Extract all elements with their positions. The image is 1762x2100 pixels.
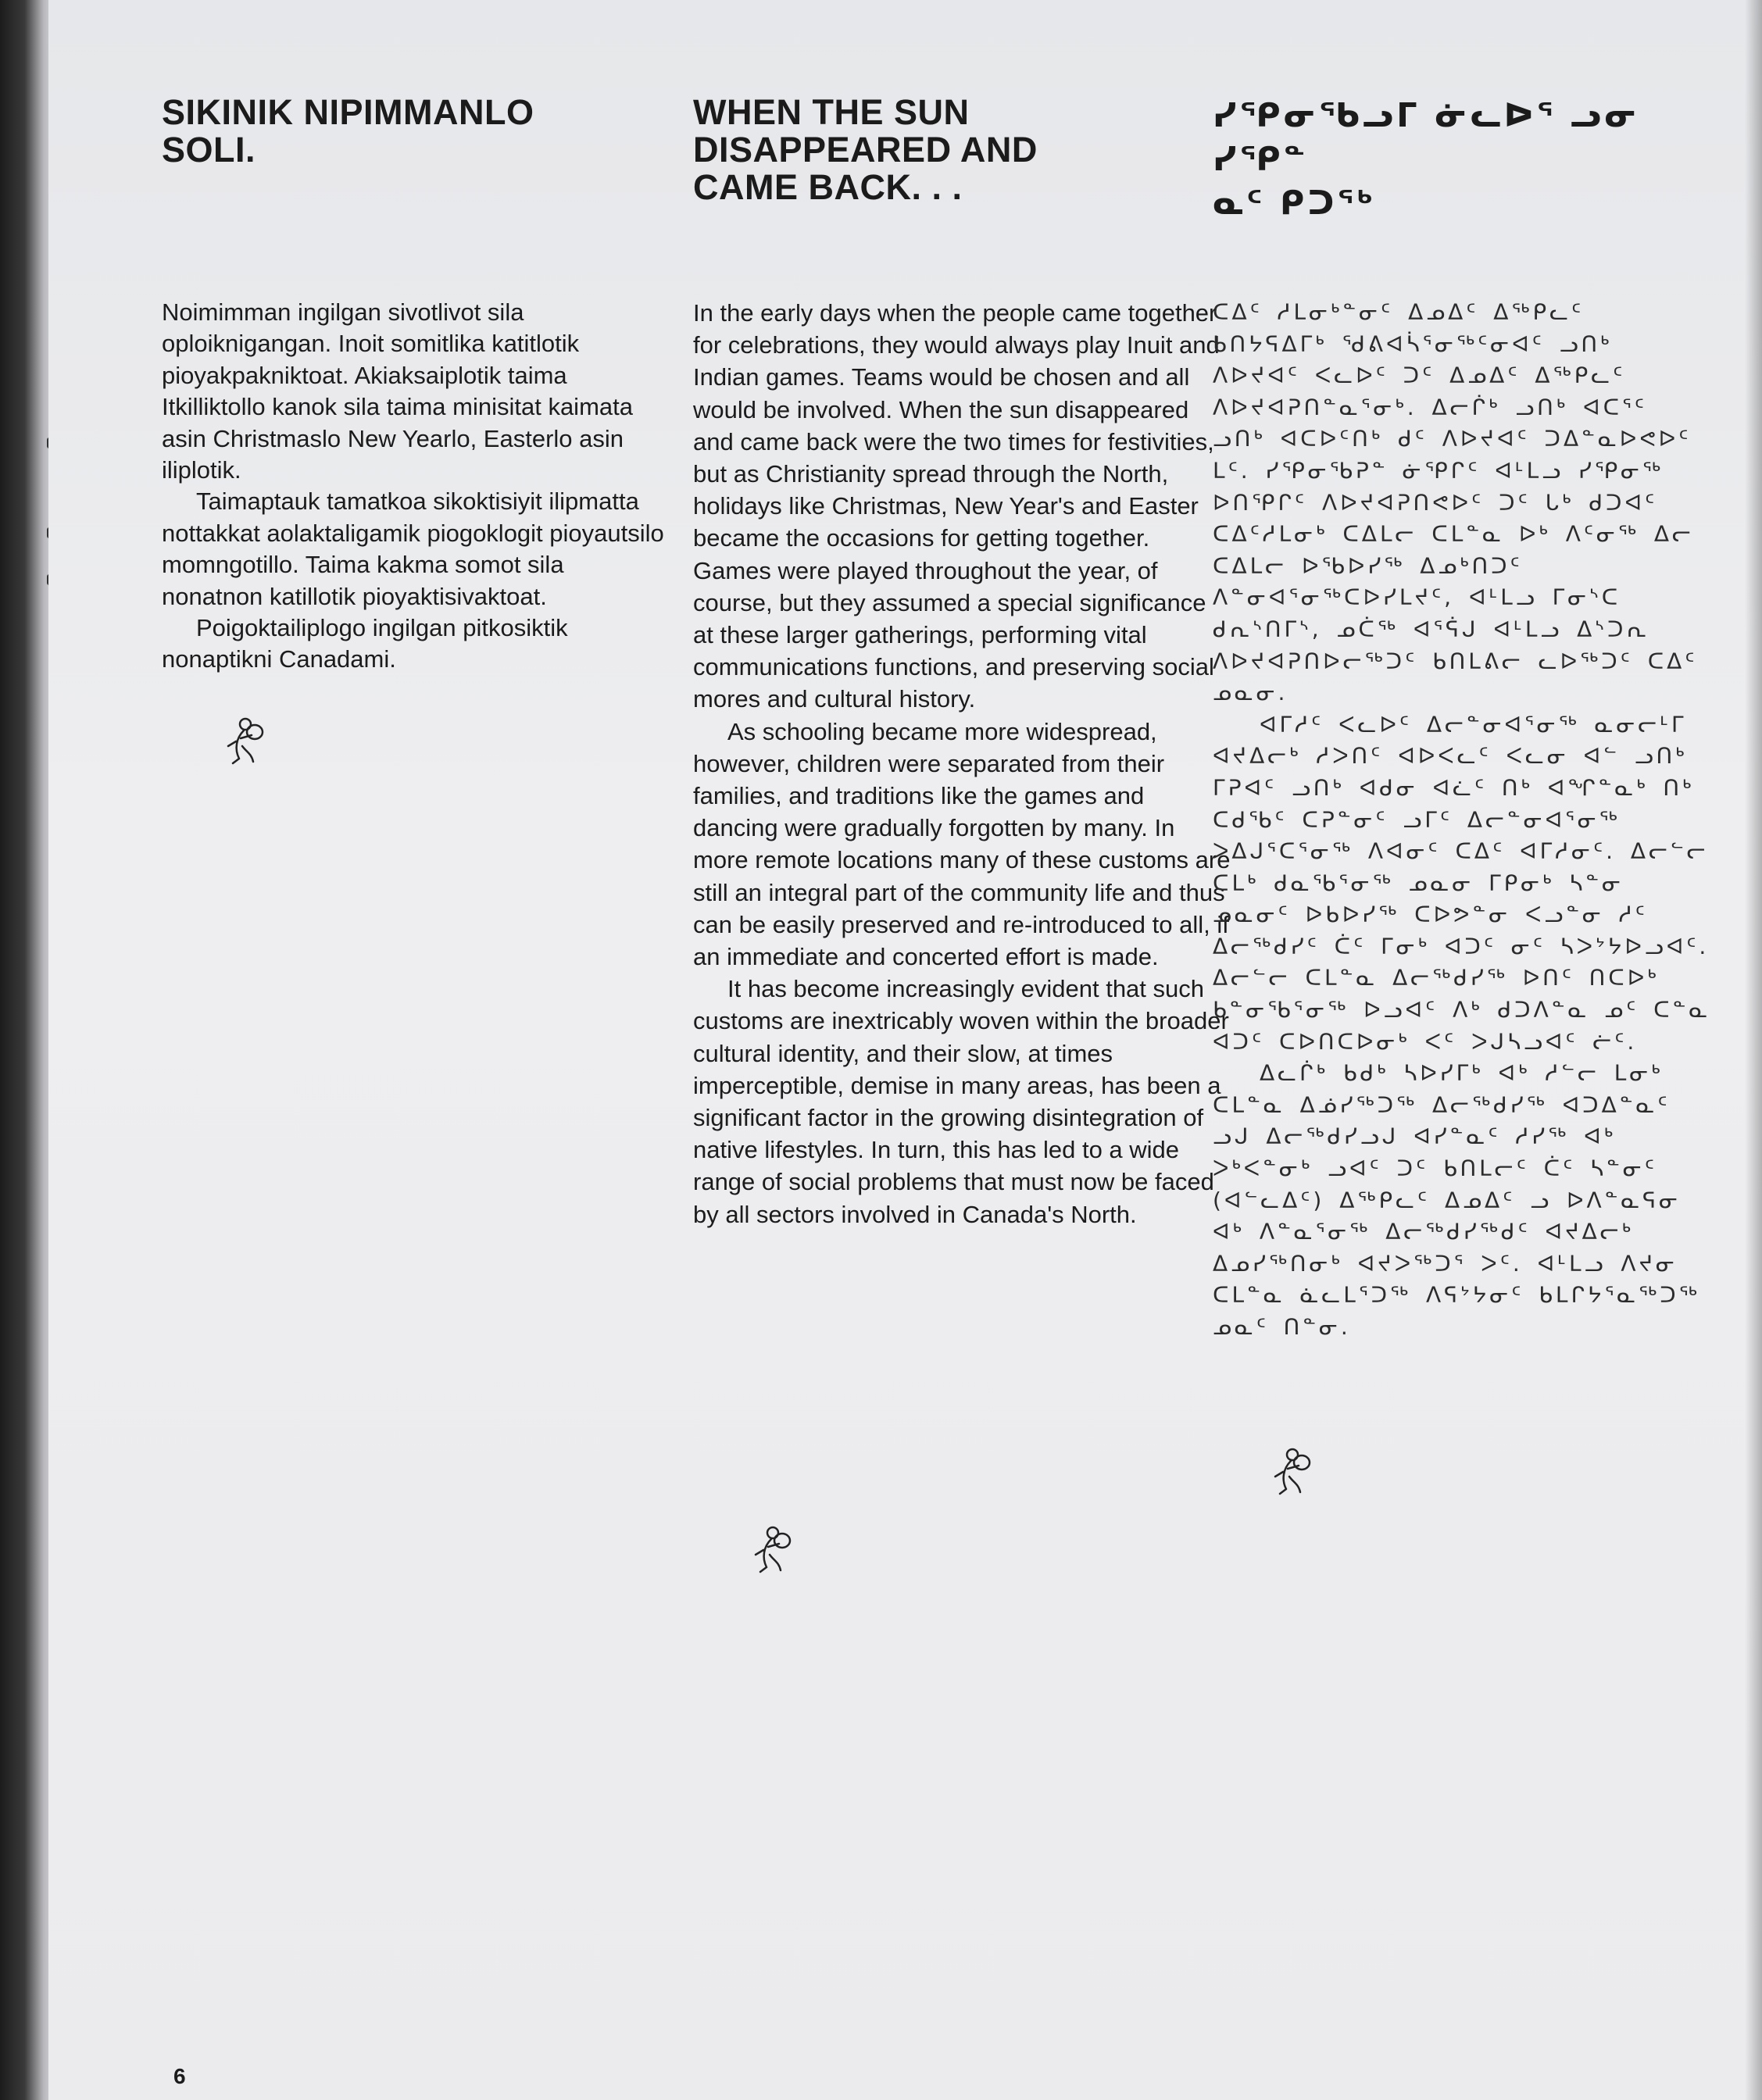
paragraph: ᑕᐃᑦ ᓱᒪᓂᒃᓐᓂᑦ ᐃᓄᐃᑦ ᐃᖅᑭᓚᑦ ᑲᑎᔭᕋᐃᒥᒃ ᖁᕕᐊᓵᕐᓂᖅᑦᓂᐊᑦ ᓗᑎᒃ ᐱᐅᔪᐊᑦ ᐸᓚᐅᑦ ᑐᑦ ᐃᓄᐃᑦ ᐃᖅᑭᓚᑦ ᐱᐅᔪᐊᕈᑎᓐᓇᕐᓂᒃ. ᐃᓕᒌᒃ ᓗᑎᒃ ᐊᑕᕐᑦ ᓗᑎᒃ ᐊᑕᐅᑦᑎᒃ ᑯᑦ ᐱᐅᔪᐊᑦ ᑐᐃᓐᓇᐅᕙᐅᑦ ᒪᑦ. ᓯᕿᓂᖃᕈᓐ ᓃᕿᒋᑦ ᐊᒻᒪᓗ ᓯᕿᓂᖅ ᐅᑎᕿᒋᑦ ᐱᐅᔪᐊᕈᑎᕙᐅᑦ ᑐᑦ ᒐᒃ ᑯᑐᐊᑦ ᑕᐃᑦᓱᒪᓂᒃ ᑕᐃᒪᓕ ᑕᒪᓐᓇ ᐅᒃ ᐱᑦᓂᖅ ᐃᓕ ᑕᐃᒪᓕ ᐅᖃᐅᓯᖅ ᐃᓄᒃᑎᑐᑦ ᐱᓐᓂᐊᕐᓂᖅᑕᐅᓯᒪᔪᑦ, ᐊᒻᒪᓗ ᒥᓂᔅᑕ ᑯᕆᔅᑎᒥᔅ, ᓄᑖᖅ ᐊᕐᕌᒍ ᐊᒻᒪᓗ ᐃᔅᑐᕆ ᐱᐅᔪᐊᕈᑎᐅᓕᖅᑐᑦ ᑲᑎᒪᕕᓕ ᓚᐅᖅᑐᑦ ᑕᐃᑦ ᓄᓇᓂ. xyxy=(1213,299,1698,706)
inuit-drum-dancer-icon xyxy=(748,1523,795,1575)
paragraph: Noimimman ingilgan sivotlivot sila oploiknigangan. Inoit somitlika katitlotik pioyakpakniktoat. Akiaksaiplotik taima Itkilliktollo kanok sila taima minisitat kaimata asin Christmaslo New Yearlo, Easterlo asin iliplotik. xyxy=(162,298,633,484)
heading-english xyxy=(693,94,1232,206)
paragraph: ᐊᒥᓱᑦ ᐸᓚᐅᑦ ᐃᓕᓐᓂᐊᕐᓂᖅ ᓇᓂᓕᒻᒥ ᐊᔪᐃᓕᒃ ᓱᐳᑎᑦ ᐊᐅᐸᓚᑦ ᐸᓚᓂ ᐊᓪ ᓗᑎᒃ ᒥᕈᐊᑦ ᓗᑎᒃ ᐊᑯᓂ ᐊᓛᑦ ᑎᒃ ᐊᖏᓐᓇᒃ ᑎᒃ ᑕᑯᖃᑦ ᑕᕈᓐᓂᑦ ᓗᒥᑦ ᐃᓕᓐᓂᐊᕐᓂᖅ ᐳᐃᒍᕐᑕᕐᓂᖅ ᐱᐊᓂᑦ ᑕᐃᑦ ᐊᒥᓱᓂᑦ. ᐃᓕᓪᓕ ᑕᒪᒃ ᑯᓇᖃᕐᓂᖅ ᓄᓇᓂ ᒥᑭᓂᒃ ᓴᓐᓂ ᓄᓇᓂᑦ ᐅᑲᐅᓯᖅ ᑕᐅᕗᓐᓂ ᐸᓗᓐᓂ ᓱᑦ ᐃᓕᖅᑯᓯᑦ ᑖᑦ ᒥᓂᒃ ᐊᑐᑦ ᓂᑦ ᓴᐳᔾᔭᐅᓗᐊᑦ. ᐃᓕᓪᓕ ᑕᒪᓐᓇ ᐃᓕᖅᑯᓯᖅ ᐅᑎᑦ ᑎᑕᐅᒃ ᑲᓐᓂᖃᕐᓂᖅ ᐅᓗᐊᑦ ᐱᒃ ᑯᑐᐱᓐᓇ ᓄᑦ ᑕᓐᓇ ᐊᑐᑦ ᑕᐅᑎᑕᐅᓂᒃ ᐸᑦ ᐳᒍᓴᓗᐊᑦ ᓖᑦ. xyxy=(1213,711,1711,1055)
body-inuinnaqtun xyxy=(162,297,670,676)
body-syllabics xyxy=(1213,297,1713,1344)
heading-line: WHEN THE SUN xyxy=(693,92,970,132)
column-syllabics xyxy=(1213,94,1713,1340)
book-spine xyxy=(0,0,55,2100)
page-number: 6 xyxy=(173,2064,186,2088)
paragraph: As schooling became more widespread, however, children were separated from their families, and traditions like the games and dancing were gradually forgotten by many. In more remote locations many of these customs are still an integral part of the community life and thus can be easily preserved and re-introduced to all, if an immediate and concerted effort is made. xyxy=(693,717,1231,971)
paragraph: In the early days when the people came together for celebrations, they would always play Inuit and Indian games. Teams would be chosen and all would be involved. When the sun disappeared and came back were the two times for festivities, but as Christianity spread through the North, holidays like Christmas, New Year's and Easter became the occasions for getting together. Games were played throughout the year, of course, but they assumed a special significance at these larger gatherings, performing vital communications functions, and preserving social mores and cultural history. xyxy=(693,299,1220,713)
heading-line: SOLI. xyxy=(162,130,256,170)
paragraph: Taimaptauk tamatkoa sikoktisiyit ilipmatta nottakkat aolaktaligamik piogoklogit pioyautsilo momngotillo. Taima kakma somot sila nonatnon katillotik pioyaktisivaktoat. xyxy=(162,488,664,610)
heading-syllabics xyxy=(1213,94,1713,225)
inuit-drum-dancer-icon xyxy=(1267,1445,1314,1497)
heading-line: CAME BACK. . . xyxy=(693,167,963,207)
paragraph: It has become increasingly evident that such customs are inextricably woven within the broader cultural identity, and their slow, at times imperceptible, demise in many areas, has been a significant factor in the growing disintegration of native lifestyles. In turn, this has led to a wide range of social problems that must now be faced by all sectors involved in Canada's North. xyxy=(693,975,1229,1228)
heading-line: DISAPPEARED AND xyxy=(693,130,1038,170)
paragraph: ᐃᓚᒌᒃ ᑲᑯᒃ ᓴᐅᓯᒥᒃ ᐊᒃ ᓱᓪᓕ ᒪᓂᒃ ᑕᒪᓐᓇ ᐃᓅᓯᖅᑐᖅ ᐃᓕᖅᑯᓯᖅ ᐊᑐᐃᓐᓇᑦ ᓗᒍ ᐃᓕᖅᑯᓯᓗᒍ ᐊᓯᓐᓇᑦ ᓱᓯᖅ ᐊᒃ ᐳᒃᐸᓐᓂᒃ ᓗᐊᑦ ᑐᑦ ᑲᑎᒪᓕᑦ ᑖᑦ ᓴᓐᓂᑦ (ᐊᓪᓚᐃᑦ) ᐃᖅᑭᓚᑦ ᐃᓄᐃᑦ ᓗ ᐅᐱᓐᓇᕋᓂ ᐊᒃ ᐱᓐᓇᕐᓂᖅ ᐃᓕᖅᑯᓯᖅᑯᑦ ᐊᔪᐃᓕᒃ ᐃᓄᓯᖅᑎᓂᒃ ᐊᔪᐳᖅᑐᕐ ᐳᑦ. ᐊᒻᒪᓗ ᐱᔪᓂ ᑕᒪᓐᓇ ᓈᓚᒪᕐᑐᖅ ᐱᕋᔾᔭᓂᑦ ᑲᒪᒋᔭᕐᓇᖅᑐᖅ ᓄᓇᑦ ᑎᓐᓂ. xyxy=(1213,1060,1700,1340)
paragraph: Poigoktailiplogo ingilgan pitkosiktik nonaptikni Canadami. xyxy=(162,614,568,673)
column-inuinnaqtun xyxy=(162,92,670,673)
body-english xyxy=(693,297,1232,1230)
heading-line: ᓇᑦ ᑭᑐᕐᒃ xyxy=(1213,184,1377,222)
heading-line: SIKINIK NIPIMMANLO xyxy=(162,92,534,132)
column-english xyxy=(693,92,1232,1228)
heading-inuinnaqtun xyxy=(162,94,670,169)
heading-line: ᓯᕿᓂᖃᓗᒥ ᓃᓚᐅᕐ ᓗᓂ ᓯᕿᓐ xyxy=(1213,96,1640,178)
page xyxy=(48,0,1762,2100)
page-edge-shadow xyxy=(1745,0,1762,2100)
inuit-drum-dancer-icon xyxy=(220,715,267,766)
